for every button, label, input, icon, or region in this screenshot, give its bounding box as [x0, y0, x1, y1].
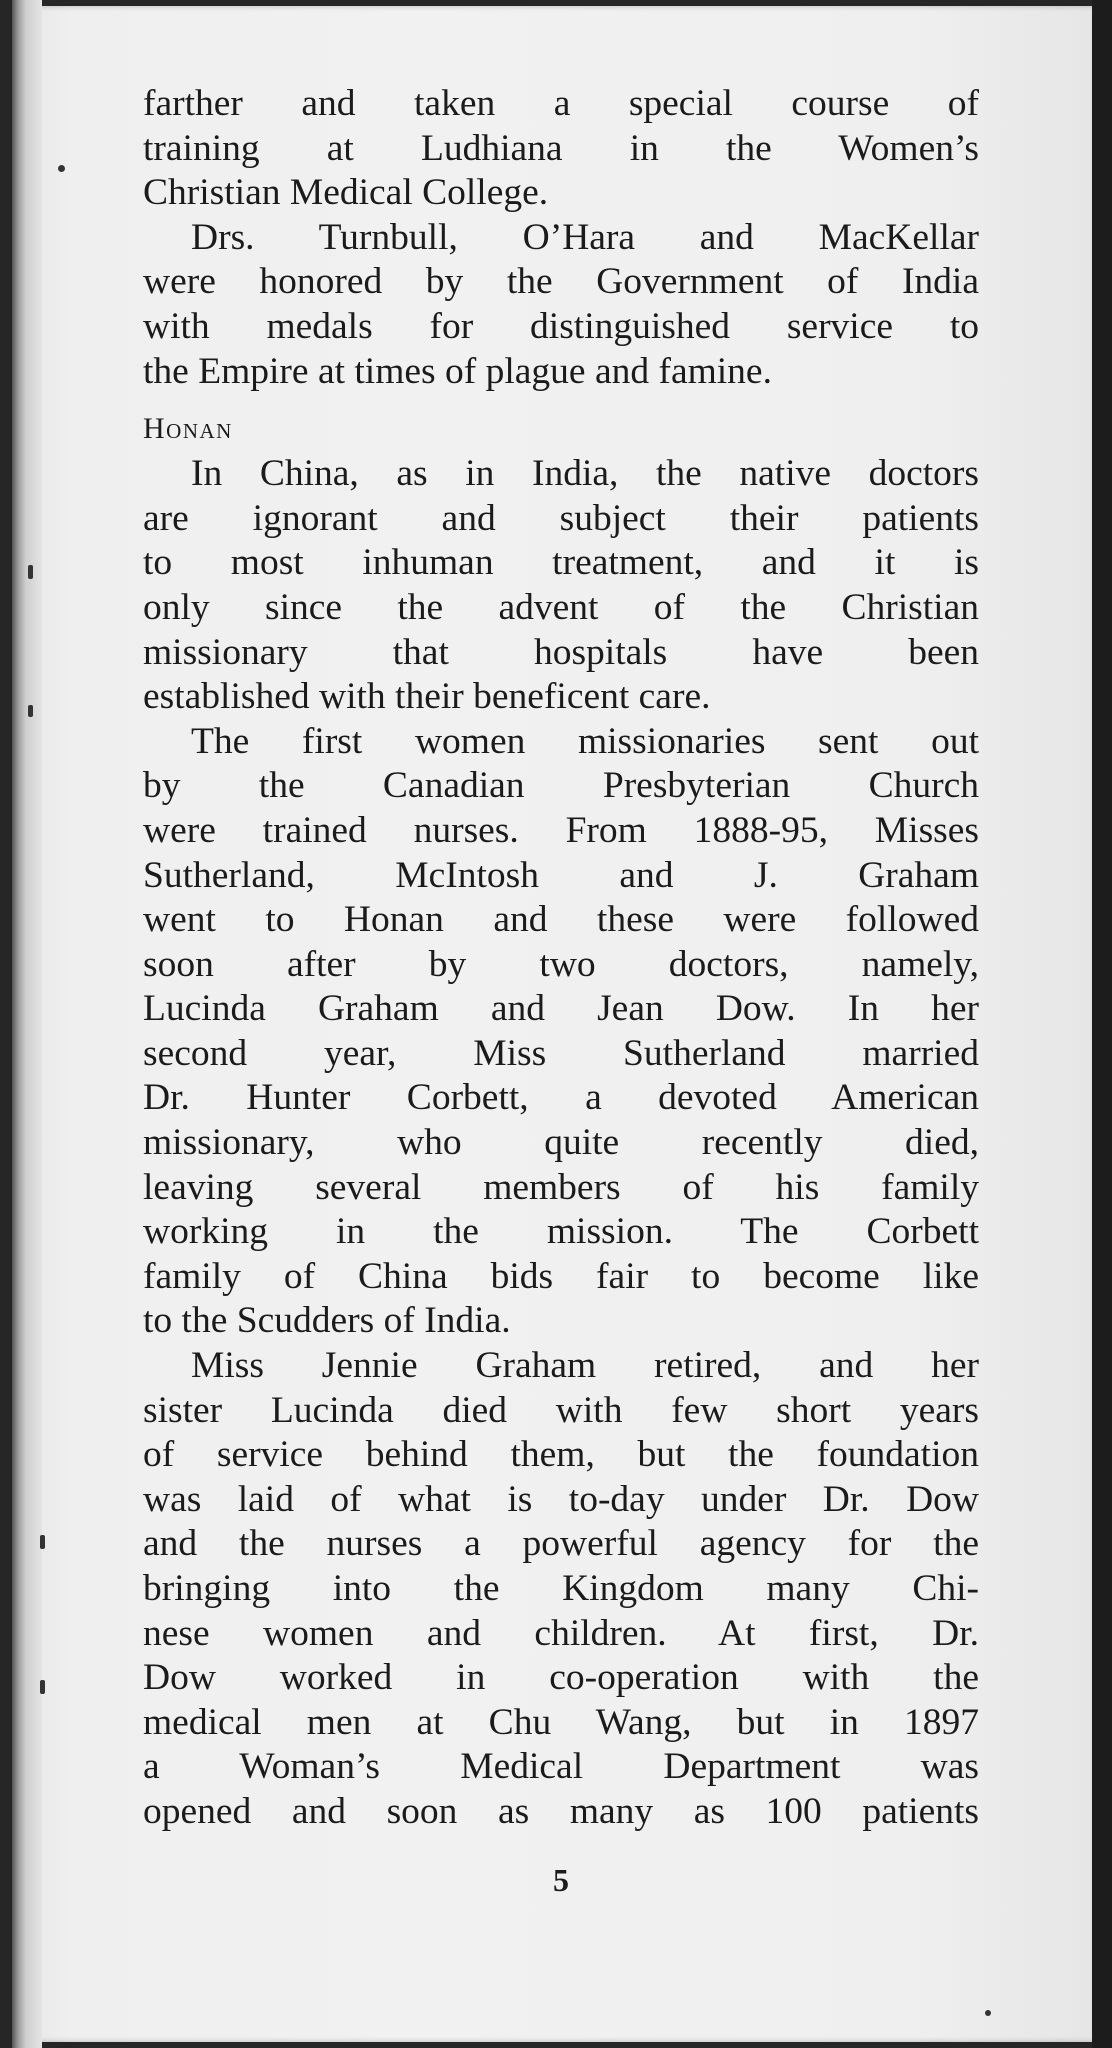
text-line: are ignorant and subject their patients	[143, 497, 979, 539]
paper-speck	[40, 1535, 45, 1549]
text-line: only since the advent of the Christian	[143, 586, 979, 628]
section-spacer	[143, 394, 979, 406]
text-line: Dow worked in co-operation with the	[143, 1657, 979, 1699]
text-line: Miss Jennie Graham retired, and her	[191, 1345, 979, 1387]
page-gutter	[12, 0, 42, 2048]
text-line: to most inhuman treatment, and it is	[143, 542, 979, 584]
text-line: of service behind them, but the foundation	[143, 1434, 979, 1476]
text-line: soon after by two doctors, namely,	[143, 943, 979, 985]
text-line: Sutherland, McIntosh and J. Graham	[143, 854, 979, 896]
text-line: were honored by the Government of India	[143, 261, 979, 303]
text-line: The first women missionaries sent out	[191, 720, 979, 762]
section-heading: Honan	[143, 412, 233, 446]
text-line: Drs. Turnbull, O’Hara and MacKellar	[191, 216, 979, 258]
text-line: leaving several members of his family	[143, 1166, 979, 1208]
paper-speck	[28, 565, 33, 579]
text-line: opened and soon as many as 100 patients	[143, 1790, 979, 1832]
paper-speck	[985, 2010, 991, 2016]
text-line: were trained nurses. From 1888-95, Misses	[143, 809, 979, 851]
text-line: went to Honan and these were followed	[143, 899, 979, 941]
text-line: medical men at Chu Wang, but in 1897	[143, 1701, 979, 1743]
text-line: Christian Medical College.	[143, 172, 549, 214]
text-line: and the nurses a powerful agency for the	[143, 1523, 979, 1565]
text-line: second year, Miss Sutherland married	[143, 1032, 979, 1074]
text-line: Dr. Hunter Corbett, a devoted American	[143, 1077, 979, 1119]
text-line: Lucinda Graham and Jean Dow. In her	[143, 988, 979, 1030]
paper-speck	[58, 165, 65, 172]
text-line: missionary that hospitals have been	[143, 631, 979, 673]
text-line: the Empire at times of plague and famine.	[143, 350, 772, 392]
text-line: missionary, who quite recently died,	[143, 1122, 979, 1164]
text-line: family of China bids fair to become like	[143, 1255, 979, 1297]
paper-speck	[40, 1680, 45, 1694]
text-line: nese women and children. At first, Dr.	[143, 1612, 979, 1654]
paper-speck	[28, 705, 33, 717]
text-line: to the Scudders of India.	[143, 1300, 511, 1342]
page-edge-shadow	[1092, 0, 1112, 2048]
text-line: a Woman’s Medical Department was	[143, 1746, 979, 1788]
text-line: bringing into the Kingdom many Chi-	[143, 1568, 979, 1609]
text-line: training at Ludhiana in the Women’s	[143, 127, 979, 169]
text-line: was laid of what is to-day under Dr. Dow	[143, 1478, 979, 1520]
text-line: farther and taken a special course of	[143, 83, 979, 124]
text-line: by the Canadian Presbyterian Church	[143, 765, 979, 807]
text-line: established with their beneficent care.	[143, 676, 711, 718]
text-line: In China, as in India, the native doctors	[191, 453, 979, 495]
page-number: 5	[553, 1862, 569, 1898]
text-line: working in the mission. The Corbett	[143, 1211, 979, 1253]
text-line: with medals for distinguished service to	[143, 305, 979, 347]
text-line: sister Lucinda died with few short years	[143, 1389, 979, 1431]
body-text	[143, 82, 979, 1835]
